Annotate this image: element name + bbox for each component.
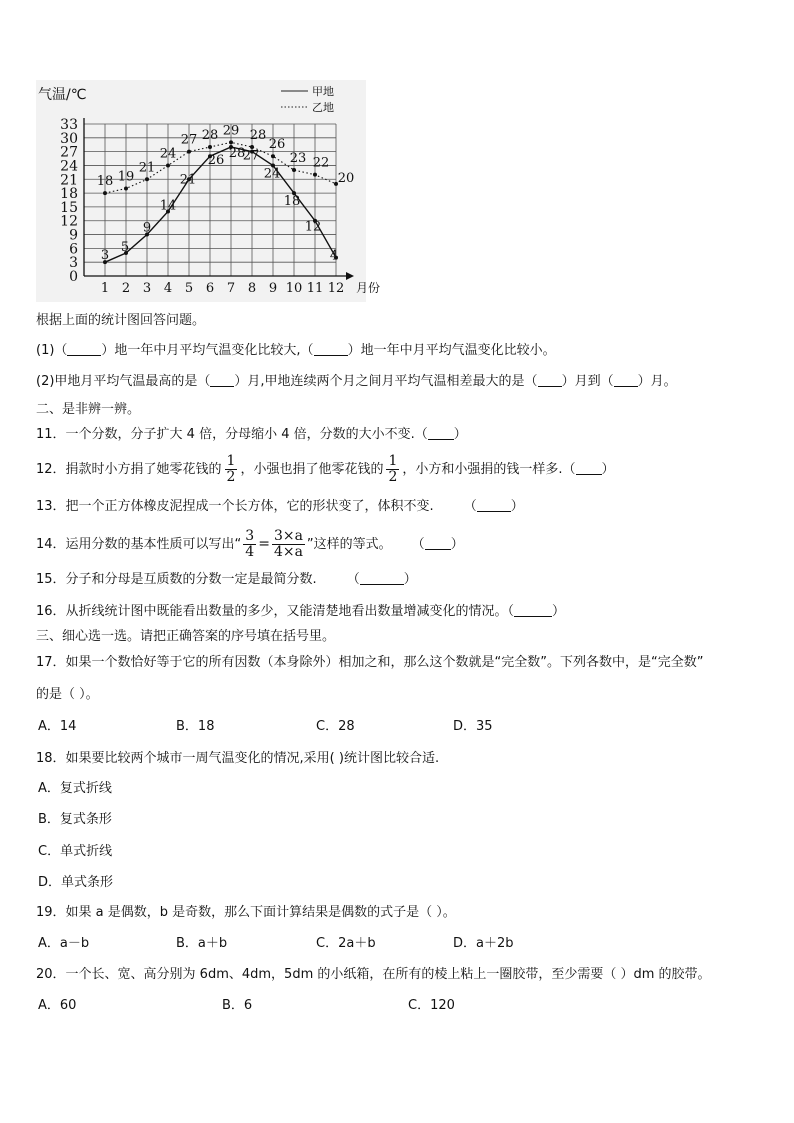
q17-option-b[interactable]: B．18 — [176, 719, 215, 734]
x-tick-label: 7 — [226, 281, 236, 296]
series-yi-label: 27 — [180, 132, 198, 148]
series-jia-label: 24 — [263, 166, 281, 182]
q19-option-a[interactable]: A．a－b — [38, 936, 90, 951]
q18-option-a[interactable]: A．复式折线 — [38, 781, 112, 796]
answer-blank[interactable] — [314, 342, 348, 356]
answer-blank[interactable] — [477, 498, 511, 512]
x-tick-label: 10 — [285, 281, 303, 296]
y-axis-label: 气温/℃ — [38, 87, 87, 103]
answer-blank[interactable] — [428, 426, 454, 440]
y-tick-label: 12 — [60, 213, 78, 230]
answer-blank[interactable] — [576, 461, 602, 475]
series-yi-label: 22 — [312, 155, 330, 171]
question-18: 18．如果要比较两个城市一周气温变化的情况,采用( )统计图比较合适. — [36, 751, 440, 766]
series-yi-point — [166, 163, 170, 167]
question-16: 16．从折线统计图中既能看出数量的多少，又能清楚地看出数量增减变化的情况。（ ） — [36, 604, 566, 619]
x-tick-label: 5 — [184, 281, 194, 296]
series-yi-label: 26 — [268, 137, 286, 153]
fraction-half: $\frac{1}{2}$ — [388, 453, 398, 485]
x-tick-label: 2 — [121, 281, 131, 296]
question-12: 12．捐款时小方捐了她零花钱的 $\frac{1}{2}$ ，小强也捐了他零花钱的 $\frac{1}{2}$ ，小方和小强捐的钱一样多.（ ） — [36, 453, 615, 485]
series-yi-label: 19 — [117, 169, 135, 185]
q18-option-b[interactable]: B．复式条形 — [38, 812, 112, 827]
series-jia-label: 5 — [120, 239, 130, 255]
series-yi-label: 21 — [138, 160, 156, 176]
series-yi-label: 28 — [201, 128, 219, 144]
q17-option-a[interactable]: A．14 — [38, 719, 77, 734]
series-yi-point — [145, 177, 149, 181]
q19-option-c[interactable]: C．2a＋b — [316, 936, 376, 951]
y-tick-label: 33 — [60, 117, 78, 133]
series-yi-label: 29 — [222, 123, 240, 139]
x-tick-label: 11 — [306, 281, 324, 296]
series-jia-label: 21 — [179, 172, 197, 188]
y-tick-label: 9 — [69, 227, 78, 244]
series-jia-label: 9 — [142, 220, 152, 236]
series-jia-label: 18 — [283, 194, 301, 210]
y-tick-label: 18 — [60, 186, 78, 203]
answer-blank[interactable] — [67, 342, 101, 356]
series-yi-point — [313, 173, 317, 177]
series-jia-label: 3 — [100, 248, 110, 264]
fraction-half: $\frac{1}{2}$ — [226, 453, 236, 485]
answer-blank[interactable] — [425, 536, 451, 550]
question-1: (1)（ ）地一年中月平均气温变化比较大,（ ）地一年中月平均气温变化比较小。 — [36, 343, 556, 358]
answer-blank[interactable] — [614, 373, 638, 387]
x-axis-arrow — [346, 272, 354, 280]
answer-blank[interactable] — [538, 373, 562, 387]
section-2-title: 二、是非辨一辨。 — [36, 402, 141, 417]
question-19: 19．如果 a 是偶数，b 是奇数，那么下面计算结果是偶数的式子是（ ）。 — [36, 905, 456, 920]
y-tick-label: 0 — [69, 269, 78, 285]
series-yi-point — [103, 191, 107, 195]
q19-option-d[interactable]: D．a＋2b — [453, 936, 514, 951]
question-2: (2)甲地月平均气温最高的是（ ）月,甲地连续两个月之间月平均气温相差最大的是（ ）月到（ ）月。 — [36, 374, 677, 389]
series-yi-label: 24 — [159, 146, 177, 162]
q17-option-c[interactable]: C．28 — [316, 719, 355, 734]
legend-label: 甲地 — [312, 85, 334, 98]
series-yi-label: 28 — [249, 128, 267, 144]
series-jia-label: 12 — [304, 219, 322, 235]
y-tick-label: 27 — [60, 144, 78, 161]
series-yi-label: 20 — [337, 170, 355, 186]
x-tick-label: 8 — [247, 281, 257, 296]
series-jia-label: 28 — [228, 146, 246, 162]
series-jia-label: 14 — [159, 198, 177, 214]
series-yi-label: 18 — [96, 174, 114, 190]
x-tick-label: 12 — [327, 281, 345, 296]
series-yi-point — [208, 145, 212, 149]
q20-option-c[interactable]: C．120 — [408, 998, 455, 1013]
q19-option-b[interactable]: B．a＋b — [176, 936, 228, 951]
series-yi-point — [292, 168, 296, 172]
q20-option-b[interactable]: B．6 — [222, 998, 253, 1013]
section-3-title: 三、细心选一选。请把正确答案的序号填在括号里。 — [36, 629, 336, 644]
answer-blank[interactable] — [514, 603, 552, 617]
series-yi-point — [229, 140, 233, 144]
y-tick-label: 21 — [60, 172, 78, 189]
q20-option-a[interactable]: A．60 — [38, 998, 77, 1013]
answer-blank[interactable] — [360, 571, 404, 585]
x-tick-label: 4 — [163, 281, 173, 296]
y-tick-label: 3 — [69, 255, 78, 272]
x-tick-label: 9 — [268, 281, 278, 296]
y-tick-label: 24 — [60, 158, 78, 175]
question-17-line1: 17．如果一个数恰好等于它的所有因数（本身除外）相加之和，那么这个数就是“完全数”。下列各数中，是“完全数” — [36, 655, 704, 670]
series-yi-point — [250, 145, 254, 149]
series-yi-point — [124, 186, 128, 190]
x-tick-label: 1 — [100, 281, 110, 296]
legend-label: 乙地 — [312, 101, 334, 114]
series-yi-point — [187, 150, 191, 154]
series-jia-label: 4 — [329, 248, 339, 264]
x-axis-label: 月份 — [356, 281, 381, 295]
question-20: 20．一个长、宽、高分别为 6dm、4dm，5dm 的小纸箱，在所有的棱上粘上一圈胶带，至少需要（ ）dm 的胶带。 — [36, 967, 711, 982]
y-tick-label: 6 — [69, 241, 78, 258]
chart-svg — [36, 80, 381, 302]
q18-option-c[interactable]: C．单式折线 — [38, 844, 113, 859]
question-14: 14．运用分数的基本性质可以写出“ $\frac{3}{4}$ = $\frac{3\times a}{4\times a}$ ”这样的等式。 （ ） — [36, 527, 464, 560]
question-15: 15．分子和分母是互质数的分数一定是最简分数. （ ） — [36, 572, 417, 587]
q-intro: 根据上面的统计图回答问题。 — [36, 313, 206, 328]
series-jia-label: 27 — [242, 148, 260, 164]
y-tick-label: 15 — [60, 199, 78, 216]
x-tick-label: 6 — [205, 281, 215, 296]
q17-option-d[interactable]: D．35 — [453, 719, 493, 734]
series-yi-label: 23 — [289, 151, 307, 167]
temperature-chart — [36, 80, 381, 302]
question-17-line2: 的是（ ）。 — [36, 687, 99, 702]
answer-blank[interactable] — [210, 373, 234, 387]
x-tick-label: 3 — [142, 281, 152, 296]
series-yi-point — [271, 154, 275, 158]
y-tick-label: 30 — [60, 130, 78, 147]
question-13: 13．把一个正方体橡皮泥捏成一个长方体，它的形状变了，体积不变. （ ） — [36, 499, 524, 514]
q18-option-d[interactable]: D．单式条形 — [38, 875, 114, 890]
series-jia-label: 26 — [207, 153, 225, 169]
fraction-equation: $\frac{3}{4}$ = $\frac{3\times a}{4\times a}$ — [245, 527, 303, 560]
question-11: 11．一个分数，分子扩大 4 倍，分母缩小 4 倍，分数的大小不变.（ ） — [36, 427, 467, 442]
